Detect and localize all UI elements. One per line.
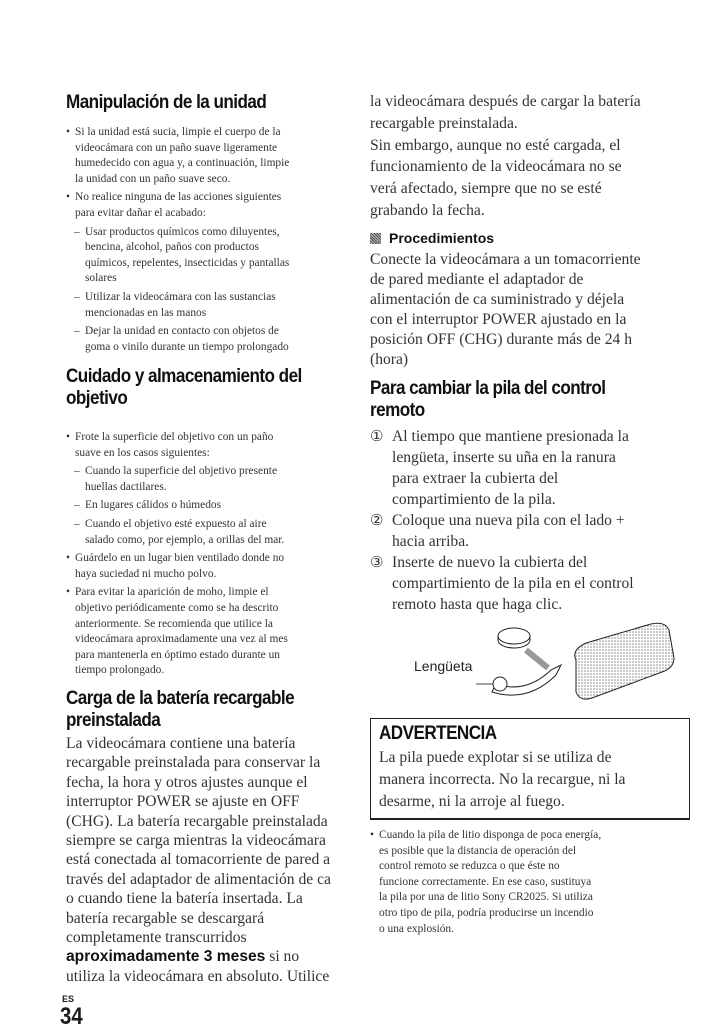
text-line: remoto: [370, 400, 425, 421]
text-line: En lugares cálidos o húmedos: [85, 499, 222, 512]
text-line: de pared mediante el adaptador de: [370, 271, 584, 288]
text-line: para evitar dañar el acabado:: [75, 206, 206, 219]
heading-manipulacion: Manipulación de la unidad: [66, 92, 267, 113]
text-line: o una explosión.: [379, 922, 454, 935]
dash-icon: –: [74, 225, 80, 238]
procedimientos-title: Procedimientos: [389, 230, 495, 246]
text-line: funcionamiento de la videocámara no se: [370, 158, 622, 176]
text-line: Dejar la unidad en contacto con objetos de: [85, 325, 279, 338]
square-bullet-icon: [370, 233, 381, 244]
sub-list-item: [66, 324, 366, 355]
list-cuidado: [66, 430, 366, 682]
text-line: batería recargable se descargará: [66, 909, 265, 927]
text-line: Para evitar la aparición de moho, limpie el: [75, 586, 269, 599]
text-line: Coloque una nueva pila con el lado +: [392, 512, 625, 529]
sub-list-item: [66, 517, 366, 548]
list-item: [66, 190, 366, 221]
text-line: funcione correctamente. En ese caso, sustituya: [379, 875, 592, 888]
text-line: la videocámara después de cargar la batería: [370, 93, 641, 110]
text-line: la pila por una de litio Sony CR2025. Si utiliza: [379, 891, 593, 904]
remote-battery-illustration: [476, 622, 696, 710]
advertencia-text: [379, 747, 681, 812]
heading-pila: [370, 378, 606, 422]
text-line: objetivo periódicamente como se ha descrito: [75, 601, 279, 614]
figure-label: Lengüeta: [414, 658, 473, 674]
step-number-icon: ①: [370, 427, 384, 445]
text-line: alimentación de ca suministrado y déjela: [370, 291, 625, 308]
text-line: Conecte la videocámara a un tomacorriente: [370, 251, 641, 268]
sub-list-item: [66, 290, 366, 321]
text-line: recargable preinstalada.: [370, 114, 518, 132]
text-line: (hora): [370, 351, 409, 368]
list-item: [66, 585, 366, 679]
bullet-icon: •: [66, 431, 70, 443]
step-number-icon: ③: [370, 553, 384, 571]
text-line: Usar productos químicos como diluyentes,: [85, 225, 280, 238]
text-line: compartimiento de la pila en el control: [392, 575, 634, 592]
text-line: grabando la fecha.: [370, 201, 485, 219]
dash-icon: –: [74, 290, 80, 303]
text-line: Carga de la batería recargable: [66, 688, 295, 709]
text-line: con el interruptor POWER ajustado en la: [370, 311, 627, 328]
text-line: Si la unidad está sucia, limpie el cuerpo de la: [75, 126, 281, 138]
text-line: Para cambiar la pila del control: [370, 378, 606, 399]
text-line: posición OFF (CHG) durante más de 24 h: [370, 331, 633, 348]
list-manipulacion: [66, 125, 366, 358]
heading-carga: [66, 688, 294, 732]
carga-bold-phrase: aproximadamente 3 meses: [66, 948, 266, 966]
text-line: otro tipo de pila, podría producirse un incendio: [379, 906, 594, 919]
list-item: [66, 551, 366, 582]
text-line: Cuando la pila de litio disponga de poca energía,: [379, 829, 602, 841]
text-line: control remoto se reduzca o que éste no: [379, 860, 560, 873]
text-line: compartimiento de la pila.: [392, 491, 556, 508]
text-line: para mantenerla en óptimo estado durante un: [75, 648, 280, 661]
text-line: químicos, repelentes, insecticidas y pantallas: [85, 256, 290, 269]
text-line: Guárdelo en un lugar bien ventilado donde no: [75, 552, 285, 565]
list-item: [66, 125, 366, 187]
text-line: Cuando la superficie del objetivo presente: [85, 465, 277, 478]
text-line: verá afectado, siempre que no se esté: [370, 180, 602, 198]
carga-last-line: utiliza la videocámara en absoluto. Utilice: [66, 967, 330, 985]
dash-icon: –: [74, 325, 80, 338]
text-line: manera incorrecta. No la recargue, ni la: [379, 770, 626, 788]
text-line: La pila puede explotar si se utiliza de: [379, 749, 612, 766]
list-item: [66, 430, 366, 461]
text-line: bencina, alcohol, paños con productos: [85, 241, 259, 254]
text-line: Cuidado y almacenamiento del: [66, 366, 302, 387]
heading-cuidado: [66, 366, 302, 410]
text-line: Al tiempo que mantiene presionada la: [392, 428, 629, 445]
text-line: Frote la superficie del objetivo con un paño: [75, 431, 274, 443]
text-line: videocámara con un paño suave ligeramente: [75, 141, 278, 154]
text-line: siempre se carga mientras la videocámara: [66, 832, 326, 850]
text-line: Cuando el objetivo esté expuesto al aire: [85, 517, 267, 530]
dash-icon: –: [74, 517, 80, 530]
procedimientos-text: [370, 250, 641, 370]
step-item: [370, 510, 634, 552]
text-line: videocámara aproximadamente una vez al mes: [75, 633, 288, 646]
bullet-icon: •: [66, 126, 70, 138]
text-line: lengüeta, inserte su uña en la ranura: [392, 449, 616, 466]
text-line: (CHG). La batería recargable preinstalada: [66, 812, 328, 830]
text-line: Sin embargo, aunque no esté cargada, el: [370, 136, 621, 154]
step-item: [370, 552, 634, 615]
step-number-icon: ②: [370, 511, 384, 529]
text-line: goma o vinilo durante un tiempo prolongado: [85, 340, 289, 353]
text-line: completamente transcurridos: [66, 929, 247, 947]
bullet-icon: •: [66, 586, 70, 599]
advertencia-title: ADVERTENCIA: [379, 723, 497, 744]
sub-list-item: [66, 498, 366, 514]
text-line: hacia arriba.: [392, 533, 470, 550]
text-line: tiempo prolongado.: [75, 664, 165, 677]
text-line: remoto hasta que haga clic.: [392, 596, 563, 613]
text-line: través del adaptador de alimentación de ca: [66, 870, 331, 888]
dash-icon: –: [74, 465, 80, 478]
remote-battery-figure: [414, 622, 694, 712]
text-line: huellas dactilares.: [85, 480, 167, 493]
bullet-icon: •: [370, 829, 374, 841]
page-number: 34: [60, 1003, 83, 1030]
carga-lines: [66, 734, 331, 947]
carga-paragraph: [66, 734, 331, 986]
bullet-icon: •: [66, 552, 70, 565]
carga-after-bold: si no: [265, 948, 300, 966]
text-line: suave en los casos siguientes:: [75, 446, 210, 459]
text-line: salado como, por ejemplo, a orillas del mar.: [85, 533, 285, 546]
language-code: ES: [62, 994, 75, 1004]
text-line: No realice ninguna de las acciones siguientes: [75, 191, 282, 204]
text-line: objetivo: [66, 388, 128, 409]
advertencia-box: [370, 718, 690, 820]
carga-continuation: [370, 91, 641, 222]
text-line: anteriormente. Se recomienda que utilice la: [75, 617, 273, 630]
text-line: interruptor POWER se ajuste en OFF: [66, 793, 300, 811]
text-line: o cuando tiene la batería insertada. La: [66, 890, 303, 908]
text-line: está conectada al tomacorriente de pared a: [66, 851, 331, 869]
text-line: para extraer la cubierta del: [392, 470, 559, 487]
battery-note: [370, 828, 601, 940]
sub-list-item: [66, 464, 366, 495]
text-line: solares: [85, 272, 117, 285]
note-lines: [379, 828, 601, 937]
text-line: fecha, la hora y otros ajustes aunque el: [66, 773, 308, 791]
text-line: mencionadas en las manos: [85, 306, 207, 319]
text-line: recargable preinstalada para conservar la: [66, 754, 321, 772]
text-line: haya suciedad ni mucho polvo.: [75, 567, 217, 580]
sub-list-item: [66, 225, 366, 287]
heading-procedimientos: [370, 230, 494, 246]
step-item: [370, 426, 634, 510]
text-line: la unidad con un paño suave seco.: [75, 172, 231, 185]
dash-icon: –: [74, 499, 80, 512]
text-line: Inserte de nuevo la cubierta del: [392, 554, 588, 571]
text-line: preinstalada: [66, 710, 161, 731]
text-line: humedecido con agua y, a continuación, limpie: [75, 157, 290, 170]
bullet-icon: •: [66, 191, 70, 204]
text-line: Utilizar la videocámara con las sustancias: [85, 290, 276, 303]
text-line: La videocámara contiene una batería: [66, 735, 296, 752]
text-line: es posible que la distancia de operación del: [379, 844, 577, 857]
text-line: desarme, ni la arroje al fuego.: [379, 792, 565, 810]
pila-steps: [370, 426, 634, 615]
